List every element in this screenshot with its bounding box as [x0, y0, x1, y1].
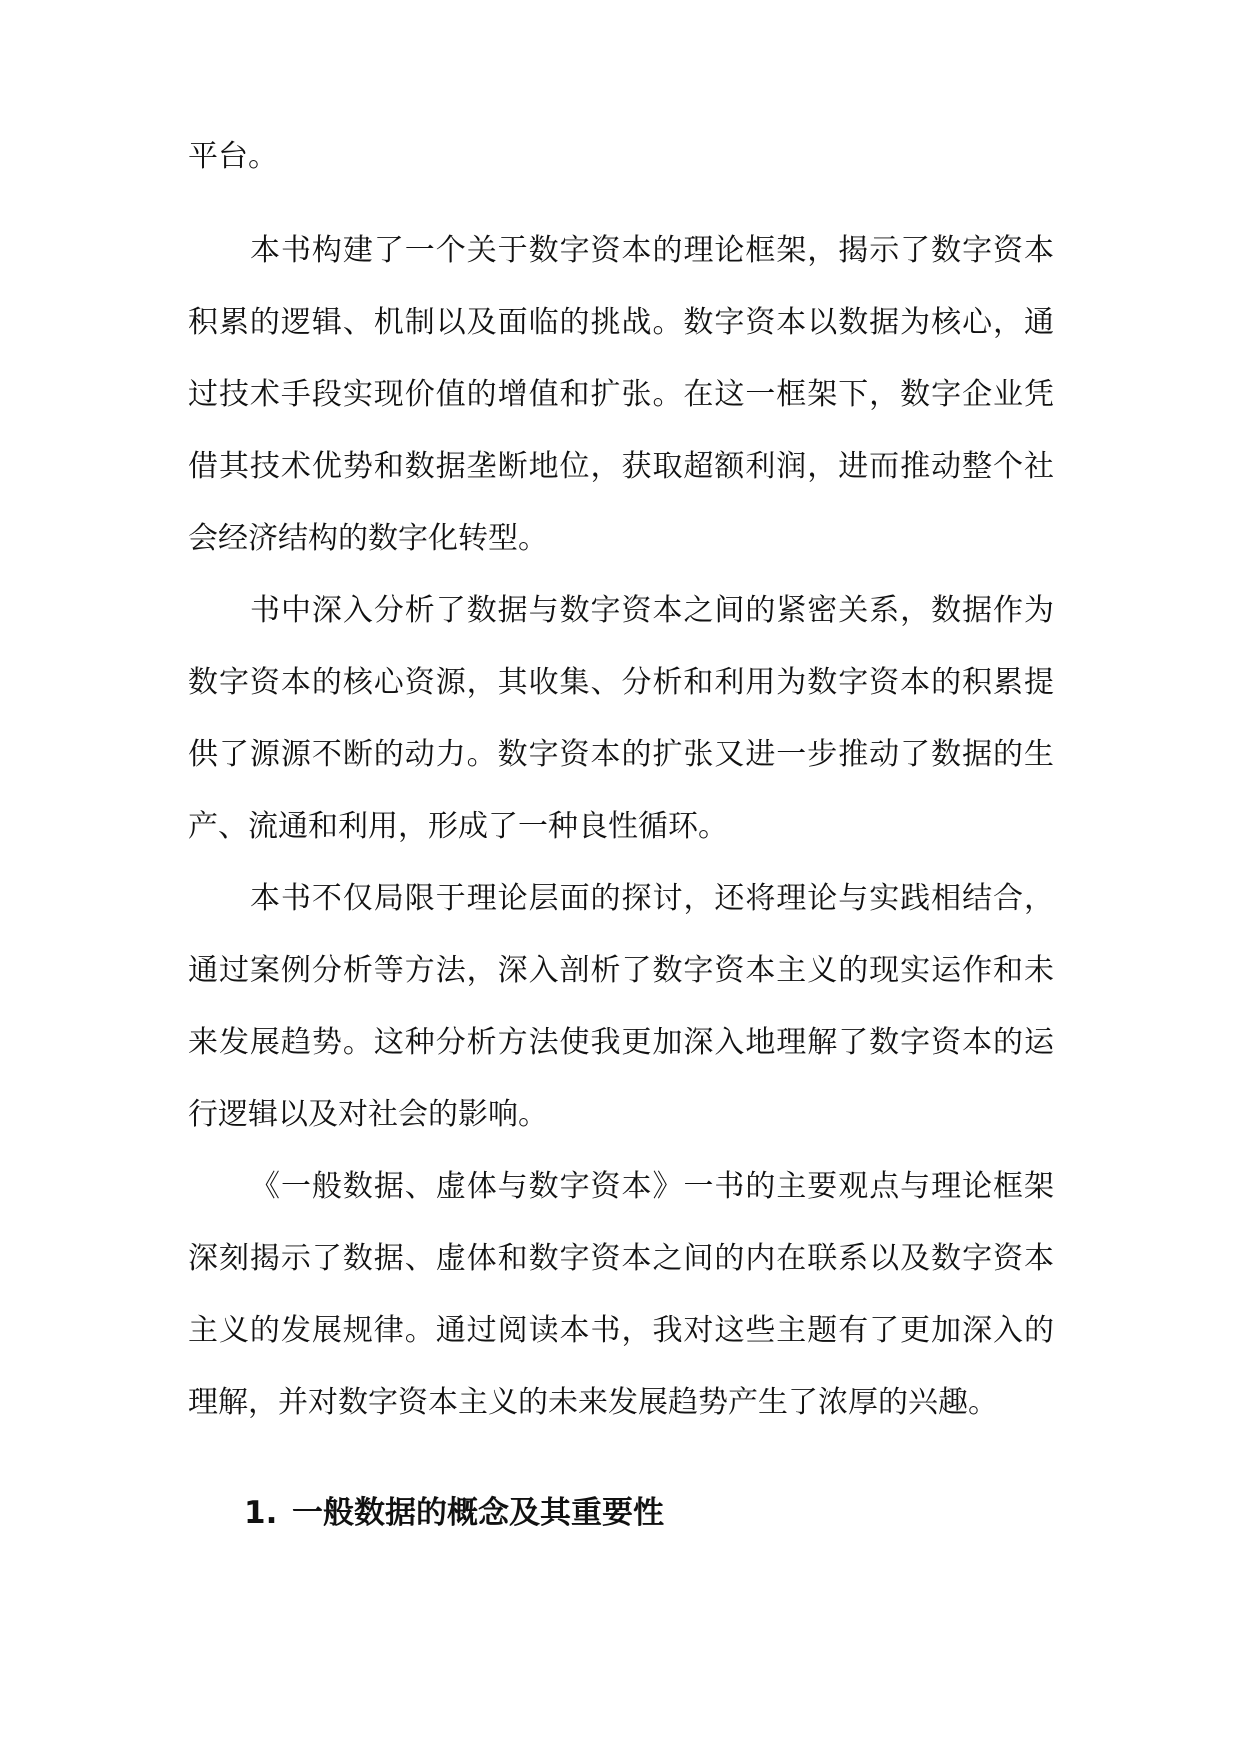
section-number: 1. [244, 1495, 278, 1531]
body-text [188, 121, 1054, 1439]
section-title: 一般数据的概念及其重要性 [292, 1495, 664, 1531]
paragraph-summary: 《一般数据、虚体与数字资本》一书的主要观点与理论框架深刻揭示了数据、虚体和数字资本之间的内在联系以及数字资本主义的发展规律。通过阅读本书，我对这些主题有了更加深入的理解，并对数字资本主义的未来发展趋势产生了浓厚的兴趣。 [188, 1169, 1054, 1420]
paragraph-data-capital-relation: 书中深入分析了数据与数字资本之间的紧密关系，数据作为数字资本的核心资源，其收集、分析和利用为数字资本的积累提供了源源不断的动力。数字资本的扩张又进一步推动了数据的生产、流通和利用，形成了一种良性循环。 [188, 593, 1054, 844]
section-heading [244, 1493, 664, 1533]
paragraph-theory-framework: 本书构建了一个关于数字资本的理论框架，揭示了数字资本积累的逻辑、机制以及面临的挑战。数字资本以数据为核心，通过技术手段实现价值的增值和扩张。在这一框架下，数字企业凭借其技术优势和数据垄断地位，获取超额利润，进而推动整个社会经济结构的数字化转型。 [188, 233, 1054, 556]
paragraph-continuation: 平台。 [188, 139, 278, 174]
paragraph-theory-practice: 本书不仅局限于理论层面的探讨，还将理论与实践相结合，通过案例分析等方法，深入剖析了数字资本主义的现实运作和未来发展趋势。这种分析方法使我更加深入地理解了数字资本的运行逻辑以及对社会的影响。 [188, 881, 1054, 1132]
